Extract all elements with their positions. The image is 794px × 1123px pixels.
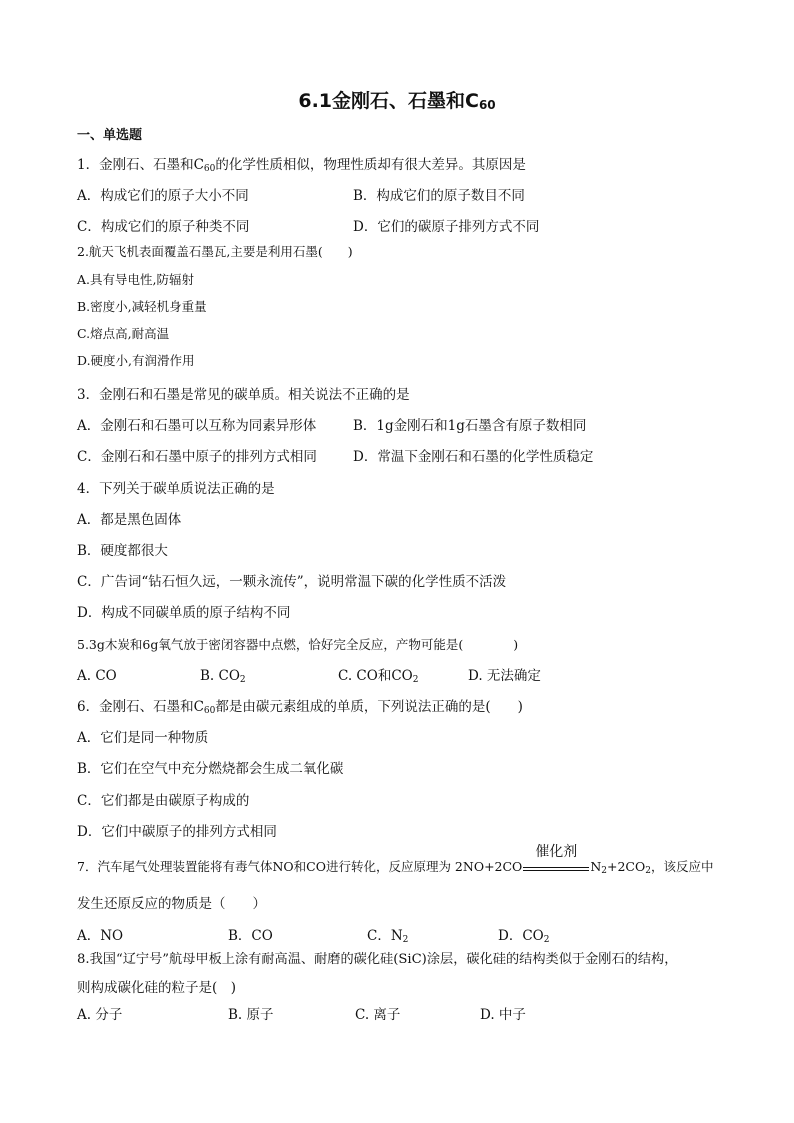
q1-option-a: A．构成它们的原子大小不同	[77, 188, 249, 204]
q7-stem-continued: 发生还原反应的物质是（ ）	[77, 896, 266, 912]
q4-stem: 4．下列关于碳单质说法正确的是	[77, 481, 275, 497]
q4-option-d: D．构成不同碳单质的原子结构不同	[77, 605, 291, 621]
q1-stem: 1．金刚石、石墨和$C_{60}$的化学性质相似，物理性质却有很大差异。其原因是	[77, 157, 526, 174]
section-heading: 一、单选题	[77, 128, 143, 143]
q1-option-c: C．构成它们的原子种类不同	[77, 219, 250, 235]
q5-stem: 5.3g木炭和6g氧气放于密闭容器中点燃，恰好完全反应，产物可能是( )	[77, 637, 519, 652]
q4-option-a: A．都是黑色固体	[77, 512, 182, 528]
catalyst-label: 催化剂	[535, 843, 578, 860]
q6-option-b: B．它们在空气中充分燃烧都会生成二氧化碳	[77, 761, 344, 777]
q2-stem: 2.航天飞机表面覆盖石墨瓦,主要是利用石墨( )	[77, 244, 353, 259]
q2-option-b: B.密度小,减轻机身重量	[77, 299, 207, 314]
q6-option-c: C．它们都是由碳原子构成的	[77, 793, 250, 809]
q5-option-c: C. CO和$CO_2$	[338, 668, 419, 685]
q8-stem: 8.我国“辽宁号”航母甲板上涂有耐高温、耐磨的碳化硅(SiC)涂层，碳化硅的结构类似于金刚石的结构，	[77, 952, 678, 967]
q4-option-c: C．广告词“钻石恒久远，一颗永流传”，说明常温下碳的化学性质不活泼	[77, 574, 507, 590]
catalyst-arrow	[523, 843, 589, 877]
q2-option-c: C.熔点高,耐高温	[77, 326, 170, 341]
q6-option-d: D．它们中碳原子的排列方式相同	[77, 824, 277, 840]
q8-option-b: B. 原子	[228, 1007, 274, 1023]
q4-option-b: B．硬度都很大	[77, 543, 168, 559]
q7-option-d: D．$CO_2$	[498, 928, 550, 945]
q8-option-c: C. 离子	[355, 1007, 401, 1023]
q8-option-a: A. 分子	[77, 1007, 123, 1023]
q3-option-b: B．1g金刚石和1g石墨含有原子数相同	[353, 418, 587, 434]
q8-stem-continued: 则构成碳化硅的粒子是( )	[77, 980, 237, 996]
q5-option-d: D. 无法确定	[468, 668, 541, 684]
q5-option-a: A. CO	[77, 668, 117, 684]
q1-option-b: B．构成它们的原子数目不同	[353, 188, 525, 204]
page-title: 6.1金刚石、石墨和$C_{60}$	[298, 90, 496, 112]
q6-option-a: A．它们是同一种物质	[77, 730, 209, 746]
q2-option-d: D.硬度小,有润滑作用	[77, 353, 195, 368]
q3-option-a: A．金刚石和石墨可以互称为同素异形体	[77, 418, 317, 434]
q8-option-d: D. 中子	[480, 1007, 526, 1023]
q1-option-d: D．它们的碳原子排列方式不同	[353, 219, 540, 235]
q5-option-b: B. $CO_2$	[200, 668, 246, 685]
q6-stem: 6．金刚石、石墨和$C_{60}$都是由碳元素组成的单质，下列说法正确的是( )	[77, 699, 523, 716]
q3-option-c: C．金刚石和石墨中原子的排列方式相同	[77, 449, 317, 465]
q3-stem: 3．金刚石和石墨是常见的碳单质。相关说法不正确的是	[77, 387, 410, 403]
q3-option-d: D．常温下金刚石和石墨的化学性质稳定	[353, 449, 594, 465]
q7-option-b: B．CO	[228, 928, 273, 944]
q7-stem: 7．汽车尾气处理装置能将有毒气体NO和CO进行转化，反应原理为 2NO+2CO 催化剂 $N_2+2CO_2$，该反应中	[77, 843, 714, 876]
q7-option-a: A．NO	[77, 928, 124, 944]
q7-option-c: C．$N_2$	[367, 928, 409, 945]
q2-option-a: A.具有导电性,防辐射	[77, 272, 194, 287]
